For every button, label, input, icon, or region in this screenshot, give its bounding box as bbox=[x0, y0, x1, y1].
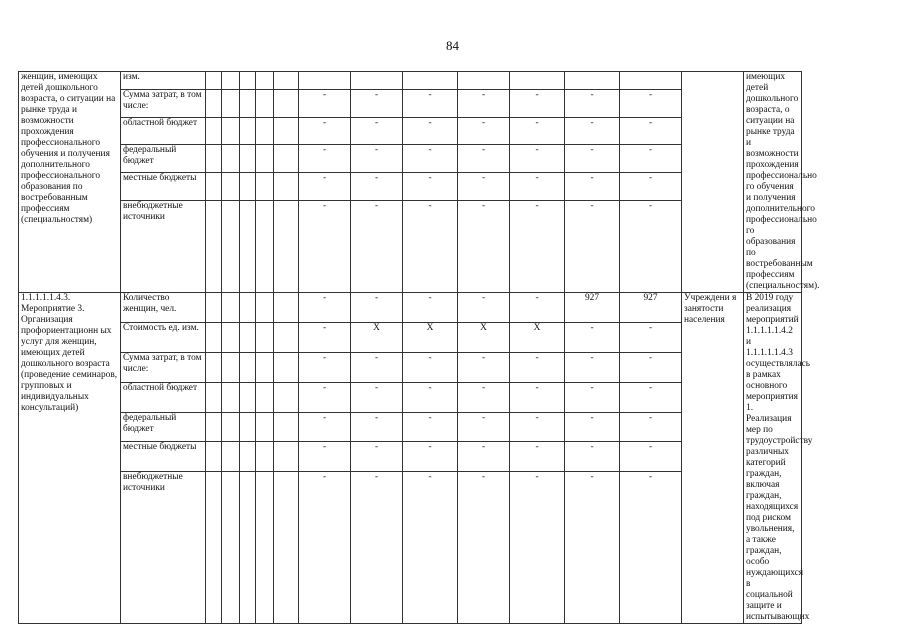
value-cell: - bbox=[403, 200, 458, 292]
value-cell: - bbox=[299, 352, 351, 382]
empty-cell bbox=[206, 352, 222, 382]
empty-cell bbox=[206, 172, 222, 200]
empty-cell bbox=[222, 412, 240, 442]
empty-cell bbox=[274, 200, 299, 292]
empty-cell bbox=[222, 145, 240, 173]
empty-cell bbox=[222, 322, 240, 352]
empty-cell bbox=[206, 442, 222, 472]
value-cell: - bbox=[510, 145, 565, 173]
empty-cell bbox=[240, 90, 256, 118]
result-cell: имеющих детей дошкольного возраста, о ситуации на рынке труда и возможности прохождения профессионально го обучения и получения дополнительного профессионально го образования по востребованным профессиям (специальностям). bbox=[744, 72, 802, 293]
value-cell: - bbox=[620, 352, 682, 382]
measure-name-cell: женщин, имеющих детей дошкольного возраста, о ситуации на рынке труда и возможности прохождения профессионального обучения и получения дополнительного профессионального образования по востребованным профессиям (специальностям) bbox=[19, 72, 121, 293]
empty-cell bbox=[206, 90, 222, 118]
value-cell: - bbox=[299, 117, 351, 145]
empty-cell bbox=[274, 117, 299, 145]
empty-cell bbox=[206, 200, 222, 292]
value-cell bbox=[565, 72, 620, 90]
empty-cell bbox=[222, 293, 240, 323]
empty-cell bbox=[240, 352, 256, 382]
value-cell: - bbox=[620, 200, 682, 292]
value-cell: - bbox=[565, 352, 620, 382]
empty-cell bbox=[206, 382, 222, 412]
value-cell: - bbox=[403, 472, 458, 624]
value-cell: - bbox=[299, 90, 351, 118]
value-cell: - bbox=[299, 322, 351, 352]
result-cell: В 2019 году реализация мероприятий 1.1.1.1.1.4.2 и 1.1.1.1.1.4.3 осуществлялась в рамках основного мероприятия 1. Реализация мер по трудоустройству различных категорий граждан, включая граждан, находящихся под риском увольнения, а также граждан, особо нуждающихся в социальной защите и испытывающих bbox=[744, 293, 802, 624]
value-cell: - bbox=[565, 172, 620, 200]
empty-cell bbox=[256, 200, 274, 292]
empty-cell bbox=[274, 382, 299, 412]
value-cell: - bbox=[510, 117, 565, 145]
value-cell: - bbox=[458, 382, 510, 412]
empty-cell bbox=[222, 200, 240, 292]
empty-cell bbox=[240, 442, 256, 472]
indicator-cell: областной бюджет bbox=[121, 382, 206, 412]
value-cell: - bbox=[565, 442, 620, 472]
value-cell: - bbox=[565, 200, 620, 292]
empty-cell bbox=[240, 200, 256, 292]
empty-cell bbox=[240, 322, 256, 352]
empty-cell bbox=[206, 145, 222, 173]
value-cell: - bbox=[403, 442, 458, 472]
value-cell: - bbox=[403, 117, 458, 145]
program-table bbox=[18, 71, 884, 624]
value-cell: Х bbox=[458, 322, 510, 352]
value-cell: - bbox=[620, 382, 682, 412]
value-cell: - bbox=[299, 145, 351, 173]
value-cell: - bbox=[510, 442, 565, 472]
value-cell: - bbox=[351, 293, 403, 323]
indicator-cell: федеральный бюджет bbox=[121, 412, 206, 442]
value-cell: - bbox=[565, 90, 620, 118]
empty-cell bbox=[222, 172, 240, 200]
value-cell bbox=[458, 72, 510, 90]
empty-cell bbox=[256, 145, 274, 173]
value-cell: - bbox=[351, 200, 403, 292]
empty-cell bbox=[222, 72, 240, 90]
executor-cell bbox=[682, 72, 744, 293]
empty-cell bbox=[274, 352, 299, 382]
value-cell: - bbox=[565, 117, 620, 145]
indicator-cell: изм. bbox=[121, 72, 206, 90]
value-cell: - bbox=[403, 293, 458, 323]
empty-cell bbox=[240, 72, 256, 90]
indicator-cell: Сумма затрат, в том числе: bbox=[121, 90, 206, 118]
measure-name-cell: 1.1.1.1.1.4.3. Мероприятие 3. Организация профориентационн ых услуг для женщин, имеющих детей дошкольного возраста (проведение семинаров, групповых и индивидуальных консультаций) bbox=[19, 293, 121, 624]
indicator-cell: областной бюджет bbox=[121, 117, 206, 145]
empty-cell bbox=[256, 442, 274, 472]
empty-cell bbox=[222, 472, 240, 624]
value-cell: - bbox=[510, 293, 565, 323]
value-cell: Х bbox=[510, 322, 565, 352]
empty-cell bbox=[222, 352, 240, 382]
value-cell: - bbox=[403, 412, 458, 442]
value-cell: - bbox=[351, 472, 403, 624]
value-cell: - bbox=[299, 200, 351, 292]
value-cell: - bbox=[620, 145, 682, 173]
value-cell: Х bbox=[351, 322, 403, 352]
value-cell: - bbox=[620, 172, 682, 200]
value-cell: - bbox=[458, 172, 510, 200]
value-cell: 927 bbox=[620, 293, 682, 323]
empty-cell bbox=[274, 145, 299, 173]
value-cell: 927 bbox=[565, 293, 620, 323]
empty-cell bbox=[256, 322, 274, 352]
value-cell: - bbox=[458, 442, 510, 472]
empty-cell bbox=[240, 382, 256, 412]
empty-cell bbox=[256, 352, 274, 382]
indicator-cell: местные бюджеты bbox=[121, 172, 206, 200]
indicator-cell: федеральный бюджет bbox=[121, 145, 206, 173]
value-cell: - bbox=[403, 145, 458, 173]
value-cell: - bbox=[351, 442, 403, 472]
value-cell: - bbox=[351, 117, 403, 145]
value-cell: - bbox=[510, 200, 565, 292]
empty-cell bbox=[240, 412, 256, 442]
value-cell: - bbox=[565, 472, 620, 624]
value-cell: - bbox=[458, 145, 510, 173]
value-cell: - bbox=[351, 90, 403, 118]
indicator-cell: Стоимость ед. изм. bbox=[121, 322, 206, 352]
value-cell: - bbox=[565, 145, 620, 173]
value-cell: - bbox=[351, 382, 403, 412]
value-cell: - bbox=[620, 472, 682, 624]
empty-cell bbox=[256, 117, 274, 145]
executor-cell: Учреждени я занятости населения bbox=[682, 293, 744, 624]
empty-cell bbox=[274, 472, 299, 624]
value-cell bbox=[299, 72, 351, 90]
empty-cell bbox=[206, 293, 222, 323]
value-cell: - bbox=[403, 352, 458, 382]
value-cell: - bbox=[403, 382, 458, 412]
value-cell: - bbox=[510, 382, 565, 412]
empty-cell bbox=[274, 442, 299, 472]
empty-cell bbox=[222, 382, 240, 412]
value-cell: - bbox=[299, 412, 351, 442]
empty-cell bbox=[222, 442, 240, 472]
value-cell: - bbox=[351, 412, 403, 442]
value-cell: - bbox=[299, 442, 351, 472]
value-cell: - bbox=[510, 412, 565, 442]
empty-cell bbox=[274, 172, 299, 200]
table-row bbox=[19, 72, 884, 90]
indicator-cell: Сумма затрат, в том числе: bbox=[121, 352, 206, 382]
empty-cell bbox=[256, 472, 274, 624]
value-cell: - bbox=[458, 293, 510, 323]
value-cell: - bbox=[620, 322, 682, 352]
value-cell bbox=[510, 72, 565, 90]
value-cell: - bbox=[565, 412, 620, 442]
value-cell bbox=[620, 72, 682, 90]
value-cell: - bbox=[351, 145, 403, 173]
value-cell: - bbox=[565, 322, 620, 352]
value-cell: - bbox=[620, 442, 682, 472]
value-cell: - bbox=[620, 90, 682, 118]
indicator-cell: Количество женщин, чел. bbox=[121, 293, 206, 323]
empty-cell bbox=[206, 117, 222, 145]
value-cell: - bbox=[458, 117, 510, 145]
empty-cell bbox=[274, 72, 299, 90]
empty-cell bbox=[256, 172, 274, 200]
empty-cell bbox=[240, 293, 256, 323]
value-cell: - bbox=[458, 352, 510, 382]
empty-cell bbox=[240, 172, 256, 200]
value-cell: - bbox=[299, 382, 351, 412]
empty-cell bbox=[274, 90, 299, 118]
table-body bbox=[19, 72, 884, 624]
value-cell: - bbox=[458, 412, 510, 442]
value-cell: - bbox=[565, 382, 620, 412]
value-cell: - bbox=[299, 293, 351, 323]
empty-cell bbox=[222, 90, 240, 118]
value-cell: - bbox=[458, 472, 510, 624]
value-cell: - bbox=[510, 352, 565, 382]
empty-cell bbox=[222, 117, 240, 145]
value-cell: - bbox=[299, 472, 351, 624]
empty-cell bbox=[274, 412, 299, 442]
indicator-cell: внебюджетные источники bbox=[121, 472, 206, 624]
empty-cell bbox=[240, 472, 256, 624]
value-cell: - bbox=[510, 172, 565, 200]
empty-cell bbox=[240, 117, 256, 145]
value-cell: - bbox=[458, 200, 510, 292]
empty-cell bbox=[256, 382, 274, 412]
value-cell bbox=[403, 72, 458, 90]
value-cell: - bbox=[351, 352, 403, 382]
empty-cell bbox=[240, 145, 256, 173]
empty-cell bbox=[256, 293, 274, 323]
value-cell: - bbox=[403, 172, 458, 200]
value-cell: - bbox=[403, 90, 458, 118]
page-number: 84 bbox=[446, 38, 459, 53]
value-cell: - bbox=[299, 172, 351, 200]
indicator-cell: внебюджетные источники bbox=[121, 200, 206, 292]
empty-cell bbox=[206, 72, 222, 90]
empty-cell bbox=[256, 412, 274, 442]
value-cell: - bbox=[458, 90, 510, 118]
table-row bbox=[19, 293, 884, 323]
empty-cell bbox=[274, 322, 299, 352]
value-cell: Х bbox=[403, 322, 458, 352]
value-cell bbox=[351, 72, 403, 90]
value-cell: - bbox=[351, 172, 403, 200]
empty-cell bbox=[256, 72, 274, 90]
empty-cell bbox=[206, 472, 222, 624]
empty-cell bbox=[206, 412, 222, 442]
value-cell: - bbox=[620, 117, 682, 145]
empty-cell bbox=[206, 322, 222, 352]
value-cell: - bbox=[510, 472, 565, 624]
empty-cell bbox=[274, 293, 299, 323]
value-cell: - bbox=[620, 412, 682, 442]
indicator-cell: местные бюджеты bbox=[121, 442, 206, 472]
empty-cell bbox=[256, 90, 274, 118]
value-cell: - bbox=[510, 90, 565, 118]
